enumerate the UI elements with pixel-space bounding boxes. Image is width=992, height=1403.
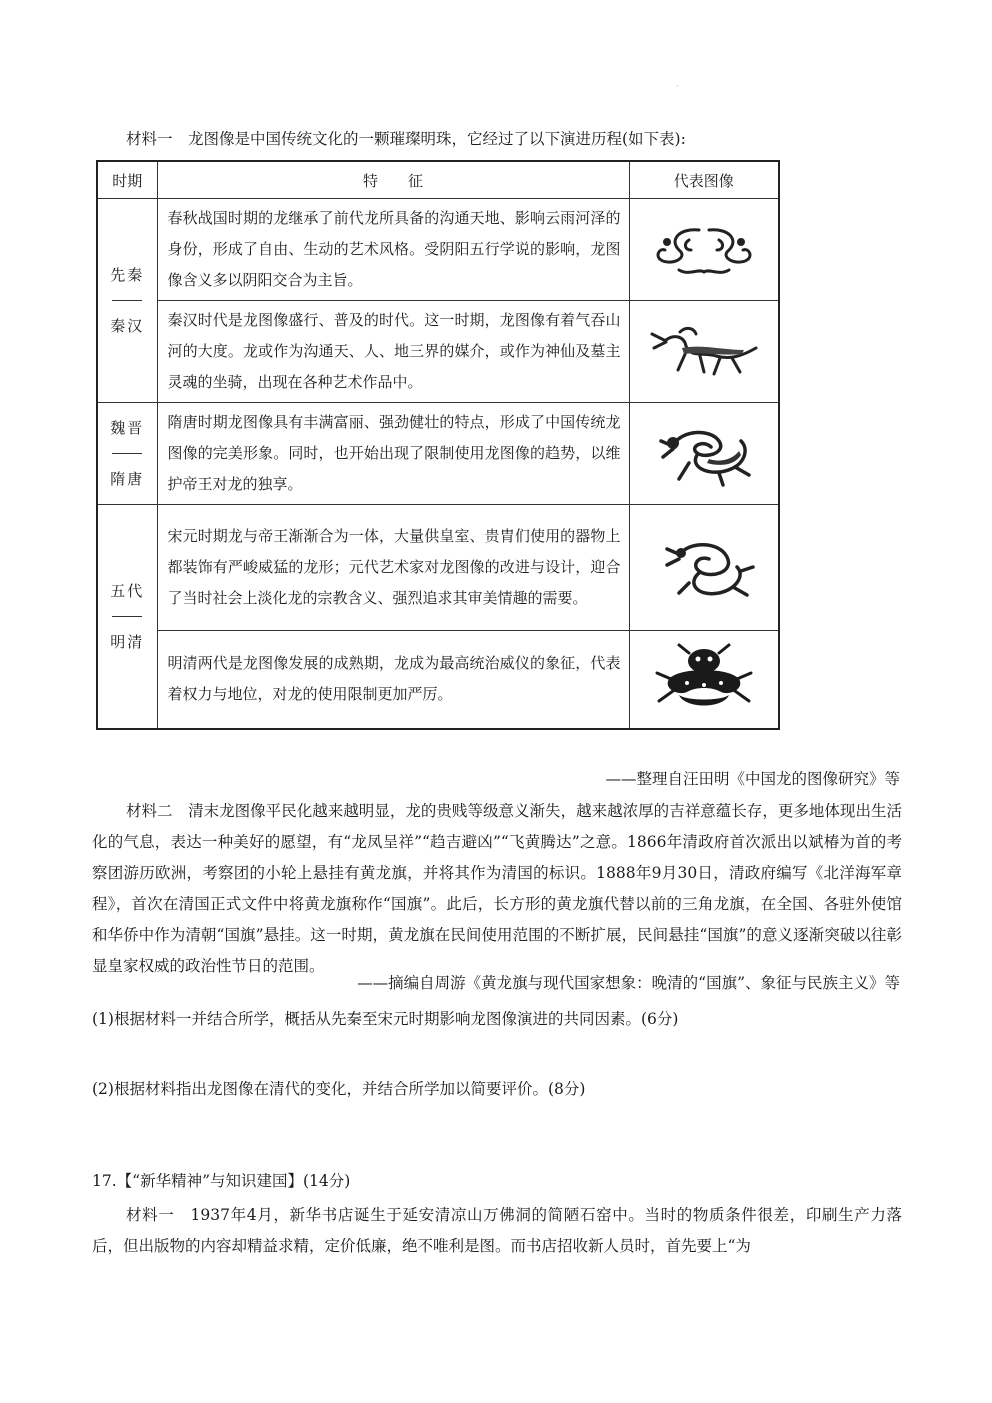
paired-dragons-icon xyxy=(629,199,779,301)
period-bottom: 明清 xyxy=(110,632,145,651)
period-cell-xianqin-qinhan xyxy=(97,199,157,403)
feature-cell: 春秋战国时期的龙继承了前代龙所具备的沟通天地、影响云雨河泽的身份，形成了自由、生动的艺术风格。受阴阳五行学说的影响，龙图像含义多以阴阳交合为主旨。 xyxy=(157,199,629,301)
table-row xyxy=(97,505,779,631)
table-header-row xyxy=(97,161,779,199)
period-bottom: 隋唐 xyxy=(110,470,145,488)
header-image: 代表图像 xyxy=(629,161,779,199)
period-bottom: 秦汉 xyxy=(110,317,145,335)
table-row xyxy=(97,631,779,729)
material-1-intro: 材料一 龙图像是中国传统文化的一颗璀璨明珠，它经过了以下演进历程(如下表): xyxy=(126,130,686,148)
period-cell-weijin-suitang xyxy=(97,403,157,505)
table-row xyxy=(97,199,779,301)
material-2-paragraph: 材料二 清末龙图像平民化越来越明显，龙的贵贱等级意义渐失，越来越浓厚的吉祥意蕴长存，更多地体现出生活化的气息，表达一种美好的愿望，有“龙凤呈祥”“趋吉避凶”“飞黄腾达”之意。1866年清政府首次派出以斌椿为首的考察团游历欧洲，考察团的小轮上悬挂有黄龙旗，并将其作为清国的标识。1888年9月30日，清政府编写《北洋海军章程》，首次在清国正式文件中将黄龙旗称作“国旗”。此后，长方形的黄龙旗代替以前的三角龙旗，在全国、各驻外使馆和华侨中作为清朝“国旗”悬挂。这一时期，黄龙旗在民间使用范围的不断扩展，民间悬挂“国旗”的意义逐渐突破以往彰显皇家权威的政治性节日的范围。 xyxy=(92,802,902,975)
period-top: 先秦 xyxy=(110,266,145,284)
question-2: (2)根据材料指出龙图像在清代的变化，并结合所学加以简要评价。(8分) xyxy=(92,1080,586,1098)
question-17-material-1: 材料一 1937年4月，新华书店诞生于延安清凉山万佛洞的简陋石窑中。当时的物质条件很差，印刷生产力落后，但出版物的内容却精益求精，定价低廉，绝不唯利是图。而书店招收新人员时，首先要上“为 xyxy=(92,1206,902,1255)
header-period: 时期 xyxy=(97,161,157,199)
period-cell-wudai-mingqing xyxy=(97,505,157,729)
question-17-title: 17.【“新华精神”与知识建国】(14分) xyxy=(92,1172,351,1190)
question-1: (1)根据材料一并结合所学，概括从先秦至宋元时期影响龙图像演进的共同因素。(6分) xyxy=(92,1010,679,1028)
header-feature: 特 征 xyxy=(157,161,629,199)
coiled-dragon-icon xyxy=(629,403,779,505)
table-row xyxy=(97,403,779,505)
feature-cell: 隋唐时期龙图像具有丰满富丽、强劲健壮的特点，形成了中国传统龙图像的完美形象。同时，也开始出现了限制使用龙图像的趋势，以维护帝王对龙的独享。 xyxy=(157,403,629,505)
running-dragon-icon xyxy=(629,301,779,403)
imperial-dragon-icon xyxy=(629,631,779,729)
dragon-evolution-table xyxy=(96,160,780,730)
curled-dragon-icon xyxy=(629,505,779,631)
table-row xyxy=(97,301,779,403)
scan-speck: · xyxy=(676,82,679,91)
source-citation-2: ——摘编自周游《黄龙旗与现代国家想象：晚清的“国旗”、象征与民族主义》等 xyxy=(357,974,900,992)
feature-cell: 秦汉时代是龙图像盛行、普及的时代。这一时期，龙图像有着气吞山河的大度。龙或作为沟通天、人、地三界的媒介，或作为神仙及墓主灵魂的坐骑，出现在各种艺术作品中。 xyxy=(157,301,629,403)
feature-cell: 明清两代是龙图像发展的成熟期，龙成为最高统治威仪的象征，代表着权力与地位，对龙的使用限制更加严厉。 xyxy=(157,631,629,729)
period-top: 五代 xyxy=(110,581,145,600)
feature-cell: 宋元时期龙与帝王渐渐合为一体，大量供皇室、贵胄们使用的器物上都装饰有严峻威猛的龙形；元代艺术家对龙图像的改进与设计，迎合了当时社会上淡化龙的宗教含义、强烈追求其审美情趣的需要。 xyxy=(157,505,629,631)
source-citation-1: ——整理自汪田明《中国龙的图像研究》等 xyxy=(605,770,900,788)
period-top: 魏晋 xyxy=(110,419,145,437)
